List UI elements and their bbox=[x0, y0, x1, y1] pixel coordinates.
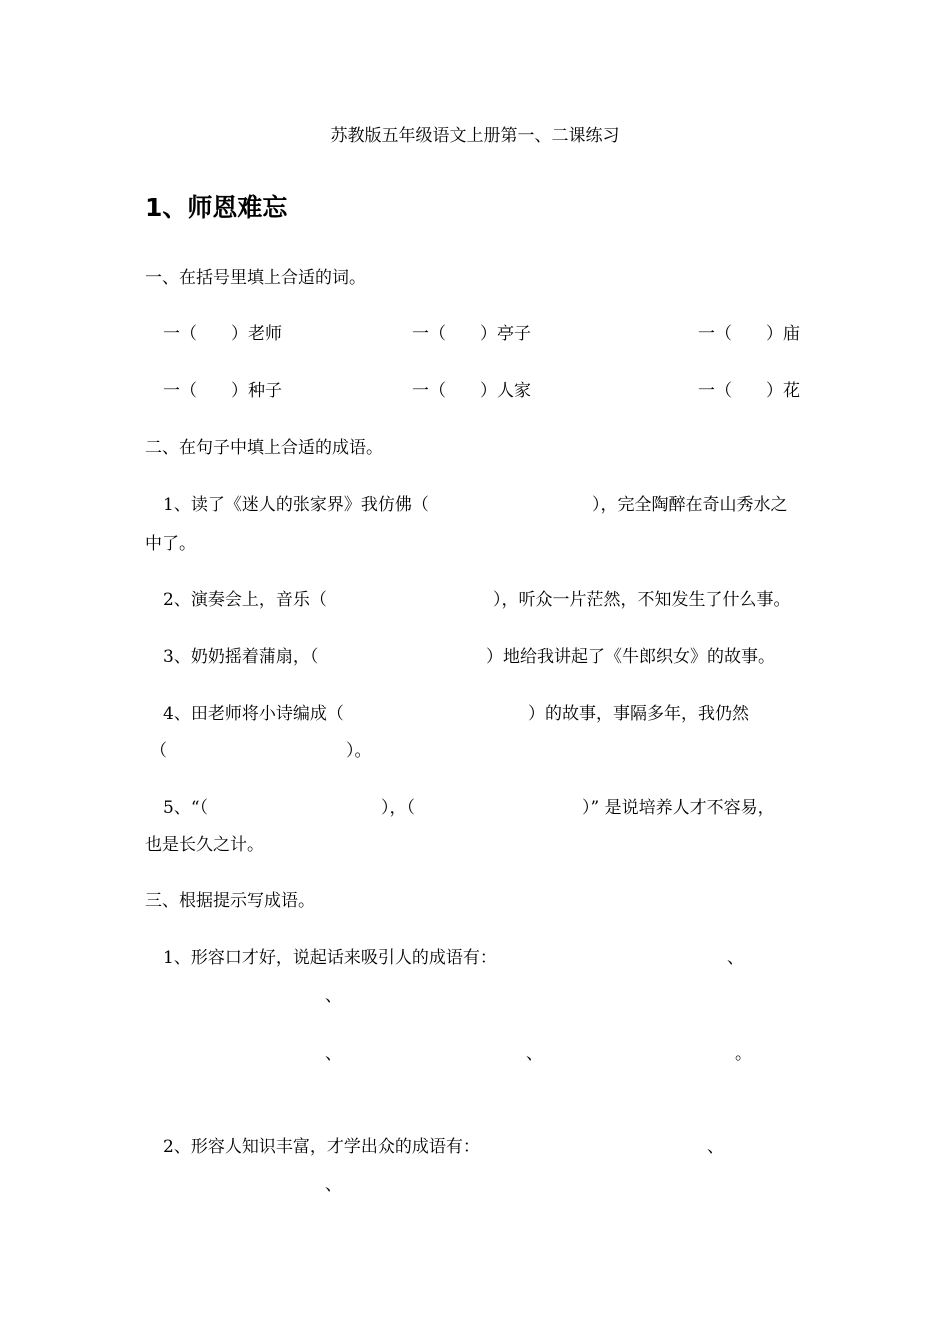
question-text: ）的故事，事隔多年，我仍然 bbox=[528, 704, 749, 724]
fill-item: 一（ ）老师 bbox=[163, 324, 282, 344]
section1-heading: 一、在括号里填上合适的词。 bbox=[145, 268, 366, 288]
separator-mark: 、 bbox=[727, 948, 744, 968]
question-text: 3、奶奶摇着蒲扇，（ bbox=[163, 647, 319, 667]
fill-item: 一（ ）亭子 bbox=[412, 324, 531, 344]
fill-item: 一（ ）花 bbox=[698, 381, 800, 401]
end-mark: 。 bbox=[735, 1044, 752, 1064]
question-text: 5、“（ bbox=[163, 798, 209, 818]
page-title: 苏教版五年级语文上册第一、二课练习 bbox=[330, 126, 620, 146]
question-text: ）。 bbox=[346, 741, 372, 761]
question-text: 中了。 bbox=[145, 534, 196, 554]
question-text: ），完全陶醉在奇山秀水之 bbox=[592, 495, 788, 515]
question-text: 1、形容口才好，说起话来吸引人的成语有： bbox=[163, 948, 497, 968]
section3-heading: 三、根据提示写成语。 bbox=[145, 891, 315, 911]
lesson-heading: 1、师恩难忘 bbox=[145, 193, 288, 222]
question-text: ），听众一片茫然，不知发生了什么事。 bbox=[493, 590, 791, 610]
question-text: 4、田老师将小诗编成（ bbox=[163, 704, 344, 724]
fill-item: 一（ ）人家 bbox=[412, 381, 531, 401]
question-text: ）” 是说培养人才不容易， bbox=[582, 798, 775, 818]
question-text: （ bbox=[150, 741, 167, 761]
separator-mark: 、 bbox=[325, 986, 342, 1006]
separator-mark: 、 bbox=[325, 1044, 342, 1064]
question-text: 2、形容人知识丰富，才学出众的成语有： bbox=[163, 1137, 480, 1157]
question-text: 也是长久之计。 bbox=[145, 835, 264, 855]
separator-mark: 、 bbox=[325, 1175, 342, 1195]
fill-item: 一（ ）种子 bbox=[163, 381, 282, 401]
question-text: ），（ bbox=[381, 798, 415, 818]
fill-item: 一（ ）庙 bbox=[698, 324, 800, 344]
section2-heading: 二、在句子中填上合适的成语。 bbox=[145, 438, 383, 458]
separator-mark: 、 bbox=[526, 1044, 543, 1064]
question-text: ）地给我讲起了《牛郎织女》的故事。 bbox=[486, 647, 775, 667]
question-text: 1、读了《迷人的张家界》我仿佛（ bbox=[163, 495, 429, 515]
separator-mark: 、 bbox=[707, 1137, 724, 1157]
question-text: 2、演奏会上，音乐（ bbox=[163, 590, 327, 610]
